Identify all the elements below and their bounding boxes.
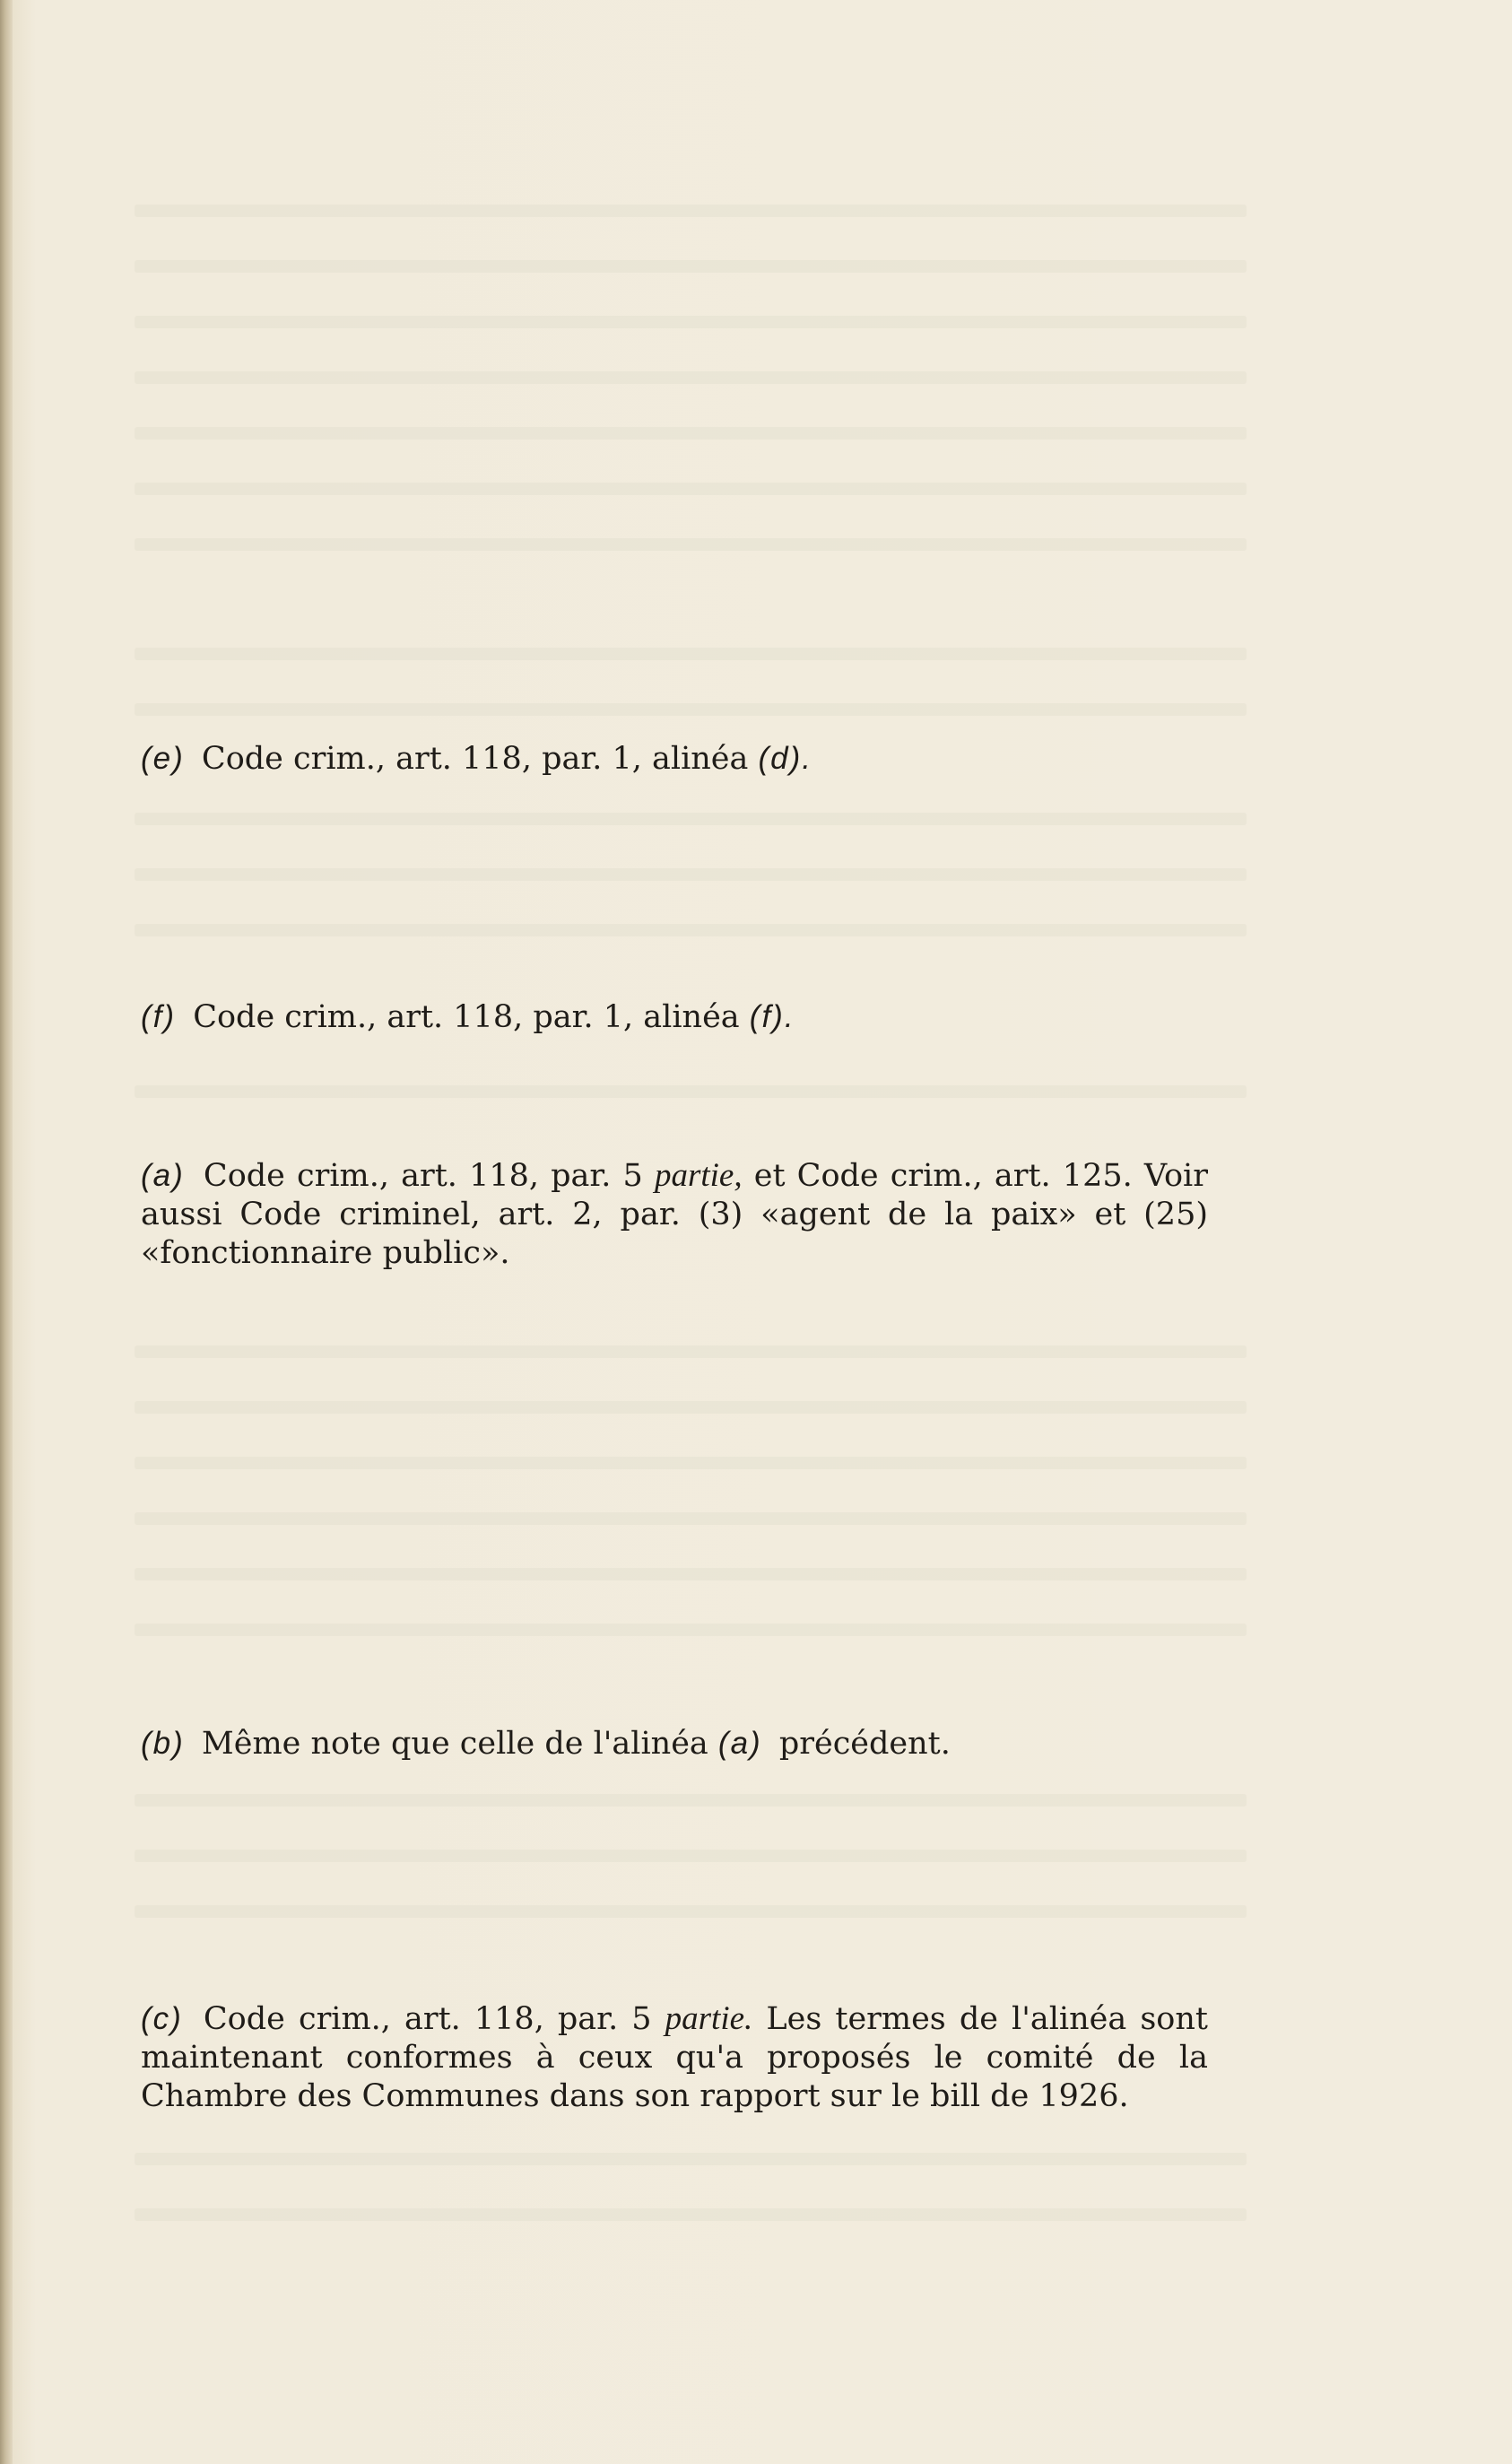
footnote-b-text-before: Même note que celle de l'alinéa xyxy=(201,1726,708,1762)
bleed-through-line xyxy=(135,703,1247,716)
footnote-e xyxy=(141,739,1208,779)
footnote-c-italic-word: partie. xyxy=(665,2000,753,2037)
bleed-through-line xyxy=(135,924,1247,936)
footnote-f-text: Code crim., art. 118, par. 1, alinéa xyxy=(193,999,740,1035)
bleed-through-line xyxy=(135,1457,1247,1469)
bleed-through-line xyxy=(135,1401,1247,1414)
footnote-a-italic-word: partie, xyxy=(654,1157,743,1194)
footnote-a-text-after: et Code crim., art. 125. Voir aussi Code criminel, art. 2, par. (3) «agent de la paix» et (25) «fonctionnaire public». xyxy=(141,1158,1208,1271)
bleed-through-line xyxy=(135,1794,1247,1807)
footnote-a xyxy=(141,1156,1208,1273)
bleed-through-line xyxy=(135,483,1247,495)
footnote-f-ref: (f) xyxy=(141,999,177,1034)
bleed-through-line xyxy=(135,1512,1247,1525)
footnote-c-ref: (c) xyxy=(141,2001,183,2036)
footnote-a-paragraph xyxy=(141,1156,1208,1273)
footnote-b-paragraph xyxy=(141,1724,1208,1763)
bleed-through-line xyxy=(135,2153,1247,2165)
footnote-e-text: Code crim., art. 118, par. 1, alinéa xyxy=(201,741,749,777)
page-spine-shadow xyxy=(0,0,13,2464)
bleed-through-line xyxy=(135,1850,1247,1862)
footnote-c xyxy=(141,1999,1208,2116)
footnote-a-text-before: Code crim., art. 118, par. 5 xyxy=(203,1158,643,1194)
bleed-through-line xyxy=(135,648,1247,660)
footnote-f-paragraph xyxy=(141,997,1208,1037)
footnote-f-trailing-ref: (f). xyxy=(749,999,795,1034)
bleed-through-line xyxy=(135,538,1247,551)
bleed-through-line xyxy=(135,1624,1247,1636)
footnote-f xyxy=(141,997,1208,1037)
bleed-through-line xyxy=(135,1085,1247,1098)
footnote-b-text-after: précédent. xyxy=(778,1726,951,1762)
bleed-through-line xyxy=(135,316,1247,328)
bleed-through-line xyxy=(135,1568,1247,1580)
bleed-through-line xyxy=(135,1905,1247,1918)
bleed-through-line xyxy=(135,371,1247,384)
footnote-e-ref: (e) xyxy=(141,741,185,776)
bleed-through-line xyxy=(135,427,1247,440)
footnote-e-trailing-ref: (d). xyxy=(758,741,813,776)
footnote-b xyxy=(141,1724,1208,1763)
footnote-c-paragraph xyxy=(141,1999,1208,2116)
footnote-c-text-before: Code crim., art. 118, par. 5 xyxy=(203,2001,652,2037)
footnote-a-ref: (a) xyxy=(141,1158,185,1193)
footnote-b-ref: (b) xyxy=(141,1726,185,1761)
bleed-through-line xyxy=(135,205,1247,217)
bleed-through-line xyxy=(135,813,1247,825)
bleed-through-line xyxy=(135,2208,1247,2221)
bleed-through-line xyxy=(135,260,1247,273)
bleed-through-line xyxy=(135,868,1247,881)
footnote-c-text-after: Les termes de l'alinéa sont maintenant conformes à ceux qu'a proposés le comité de la Chambre des Communes dans son rapport sur le bill de 1926. xyxy=(141,2001,1208,2114)
bleed-through-line xyxy=(135,1345,1247,1358)
footnote-e-paragraph xyxy=(141,739,1208,779)
footnote-b-italic-ref: (a) xyxy=(717,1726,762,1761)
